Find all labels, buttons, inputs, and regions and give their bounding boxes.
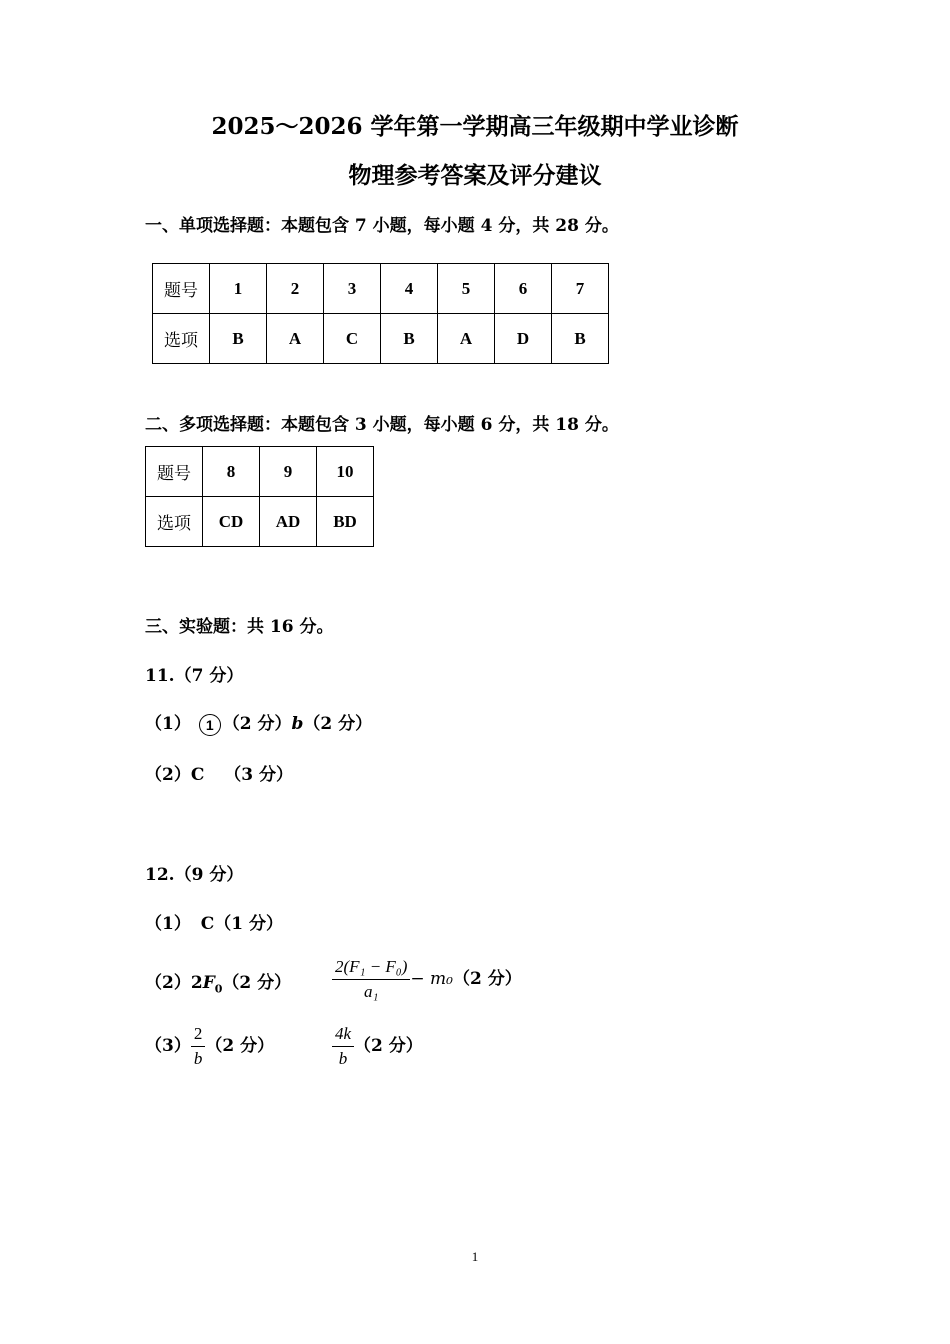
fraction-numerator: 2: [191, 1022, 206, 1047]
page-title: 2025～2026 学年第一学期高三年级期中学业诊断: [211, 113, 739, 140]
question-number: 8: [203, 447, 260, 497]
score: （2 分）: [205, 1036, 275, 1056]
page-subtitle: 物理参考答案及评分建议: [348, 162, 602, 189]
fraction: [332, 1022, 354, 1071]
q11-part1: [145, 709, 372, 736]
score: （2 分）: [354, 1036, 423, 1056]
circled-one: 1: [199, 714, 221, 736]
part-prefix: （3）: [145, 1036, 191, 1056]
table-row: [153, 314, 609, 364]
q11-part2: [145, 760, 293, 785]
single-choice-answer-table: [152, 263, 609, 364]
question-number: 5: [438, 264, 495, 314]
score: （1 分）: [214, 914, 284, 934]
row-label-answer: 选项: [153, 314, 210, 364]
table-row: [146, 447, 374, 497]
q12-part3: [145, 1022, 274, 1071]
score: （2 分）: [222, 973, 292, 993]
question-number: 3: [324, 264, 381, 314]
fraction-denominator: a₁: [363, 982, 379, 1001]
part-prefix: （2）: [145, 765, 191, 785]
answer-var: F: [202, 973, 215, 993]
question-number: 9: [260, 447, 317, 497]
fraction-numerator: 2(F₁ − F₀): [332, 955, 410, 980]
score: （2 分）: [303, 714, 373, 734]
score: （3 分）: [224, 765, 294, 785]
fraction-numerator: 4k: [332, 1022, 354, 1047]
q12-part3-second: [332, 1022, 423, 1071]
question-number: 1: [210, 264, 267, 314]
answer-cell: A: [438, 314, 495, 364]
part-prefix: （1）: [145, 714, 191, 734]
answer-cell: CD: [203, 497, 260, 547]
fraction: [332, 955, 410, 1004]
question-number: 7: [552, 264, 609, 314]
answer: C: [200, 914, 215, 934]
answer-cell: C: [324, 314, 381, 364]
section3-heading: 三、实验题：共 16 分。: [145, 617, 334, 637]
part-prefix: （2）: [145, 973, 191, 993]
answer-coef: 2: [190, 973, 203, 993]
answer-cell: B: [552, 314, 609, 364]
question-number: 4: [381, 264, 438, 314]
row-label-answer: 选项: [146, 497, 203, 547]
answer-b: b: [291, 714, 304, 734]
q11-title: 11.（7 分）: [145, 666, 244, 686]
score: （2 分）: [452, 969, 522, 989]
answer: C: [190, 765, 205, 785]
section2-heading: 二、多项选择题：本题包含 3 小题，每小题 6 分，共 18 分。: [145, 415, 619, 435]
part-prefix: （1）: [145, 914, 191, 934]
question-number: 6: [495, 264, 552, 314]
question-number: 10: [317, 447, 374, 497]
q12-title: 12.（9 分）: [145, 865, 244, 885]
answer-sub: 0: [214, 982, 223, 996]
q12-part2-formula: [332, 955, 522, 1004]
multi-choice-answer-table: [145, 446, 374, 547]
minus-term: − m₀: [410, 969, 453, 989]
page-number: 1: [471, 1249, 479, 1264]
q12-part2: [145, 968, 291, 995]
answer-cell: B: [210, 314, 267, 364]
answer-cell: B: [381, 314, 438, 364]
fraction-denominator: b: [338, 1049, 348, 1068]
fraction-denominator: b: [193, 1049, 203, 1068]
row-label-question: 题号: [146, 447, 203, 497]
answer-cell: A: [267, 314, 324, 364]
row-label-question: 题号: [153, 264, 210, 314]
fraction: [191, 1022, 206, 1071]
section1-heading: 一、单项选择题：本题包含 7 小题，每小题 4 分，共 28 分。: [145, 216, 619, 236]
score: （2 分）: [222, 714, 292, 734]
answer-cell: AD: [260, 497, 317, 547]
q12-part1: [145, 909, 283, 934]
table-row: [146, 497, 374, 547]
table-row: [153, 264, 609, 314]
answer-cell: D: [495, 314, 552, 364]
question-number: 2: [267, 264, 324, 314]
answer-cell: BD: [317, 497, 374, 547]
